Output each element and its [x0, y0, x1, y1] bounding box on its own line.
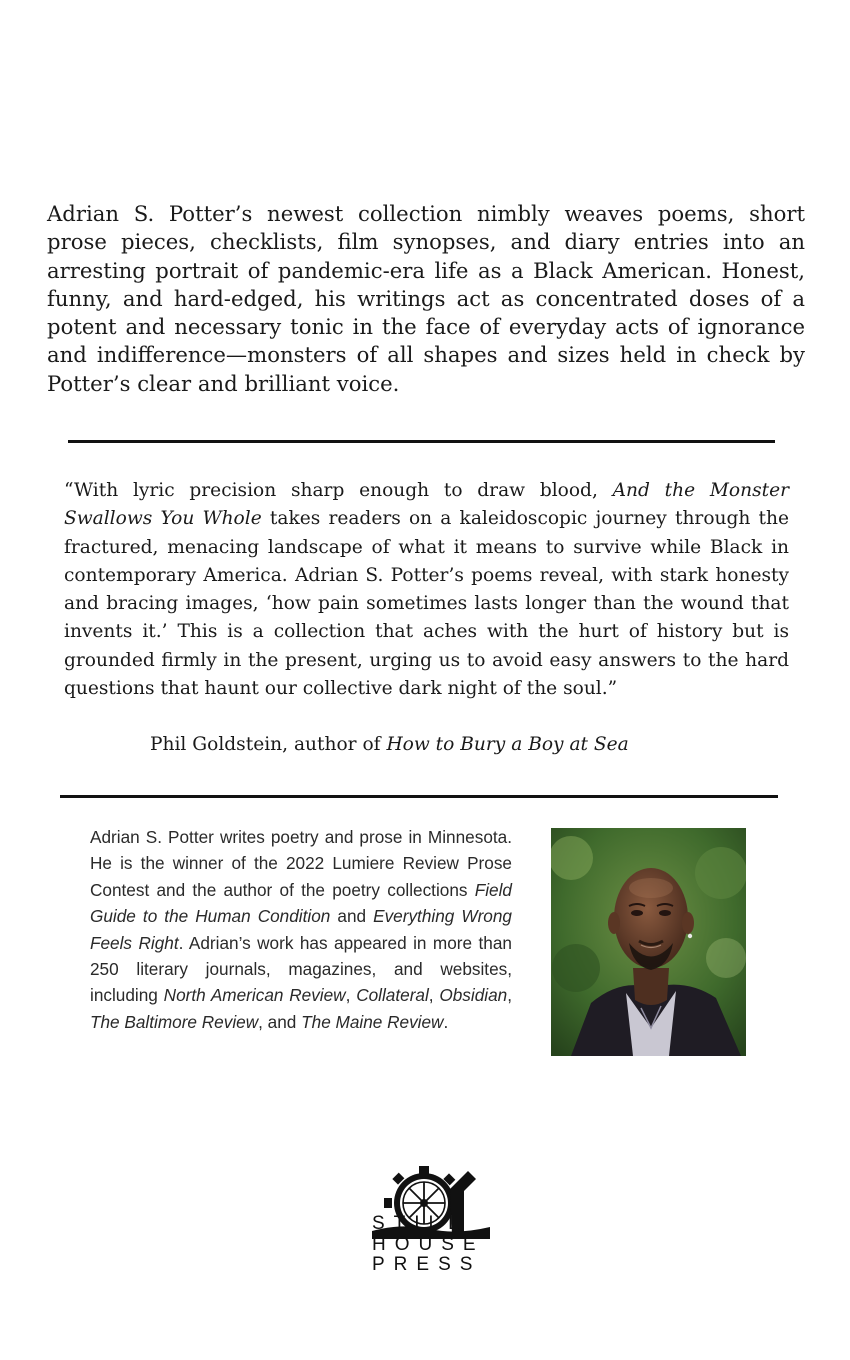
bio-separator: , [345, 985, 357, 1006]
publisher-line-1: STILL [372, 1213, 468, 1234]
publisher-line-2: HOUSE [372, 1233, 485, 1255]
bio-publication: Collateral [356, 985, 429, 1006]
bio-book-1: Field Guide to the Human Condition [90, 879, 512, 927]
attribution-name: Phil Goldstein, author of [150, 734, 387, 755]
bio-separator: , and [258, 1011, 302, 1032]
book-description: Adrian S. Potter’s newest collection nimbly weaves poems, short prose pieces, checklists, film synopses, and diary entries into an arresting portrait of pandemic-era life as a Black American. Honest, funny, and hard-edged, his writings act as concentrated doses of a potent and necessary tonic in the face of everyday acts of ignorance and indifference—monsters of all shapes and sizes held in check by Potter’s clear and brilliant voice. [47, 201, 805, 396]
quote-book-title: And the Monster Swallows You Whole [64, 480, 789, 530]
bio-text: . [443, 1011, 449, 1032]
author-bio [90, 824, 512, 1035]
quote-text-end: takes readers on a kaleidoscopic journey through the fractured, menacing landscape of what it means to survive while Black in contemporary America. Adrian S. Potter’s poems reveal, with stark honesty and bracing images, ‘how pain sometimes lasts longer than the wound that invents it.’ This is a collection that aches with the hurt of history but is grounded firmly in the present, urging us to avoid easy answers to the hard questions that haunt our collective dark night of the soul.” [64, 508, 790, 700]
bio-publication: North American Review [163, 985, 346, 1006]
bio-text: and [330, 906, 374, 927]
bio-text: . Adrian’s work has appeared in more than 250 literary journals, magazines, and websites, including [90, 932, 512, 1006]
bio-book-2: Everything Wrong Feels Right [90, 906, 512, 953]
attribution-book: How to Bury a Boy at Sea [386, 734, 629, 755]
divider-bottom [60, 795, 778, 798]
bio-publication: The Baltimore Review [90, 1011, 259, 1032]
divider-top [68, 440, 775, 443]
bio-publication: The Maine Review [301, 1011, 444, 1032]
bio-separator: , [507, 985, 512, 1006]
quote-text-start: “With lyric precision sharp enough to draw blood, [64, 480, 613, 501]
bio-publication: Obsidian [439, 985, 508, 1006]
endorsement-quote [64, 477, 789, 703]
bio-separator: , [428, 985, 440, 1006]
author-photo [551, 828, 746, 1056]
publisher-line-3: PRESS [372, 1254, 482, 1275]
publisher-wordmark [372, 1214, 490, 1276]
endorsement-attribution [150, 731, 629, 759]
bio-text: Adrian S. Potter writes poetry and prose in Minnesota. He is the winner of the 2022 Lumiere Review Prose Contest and the author of the poetry collections [90, 827, 512, 900]
